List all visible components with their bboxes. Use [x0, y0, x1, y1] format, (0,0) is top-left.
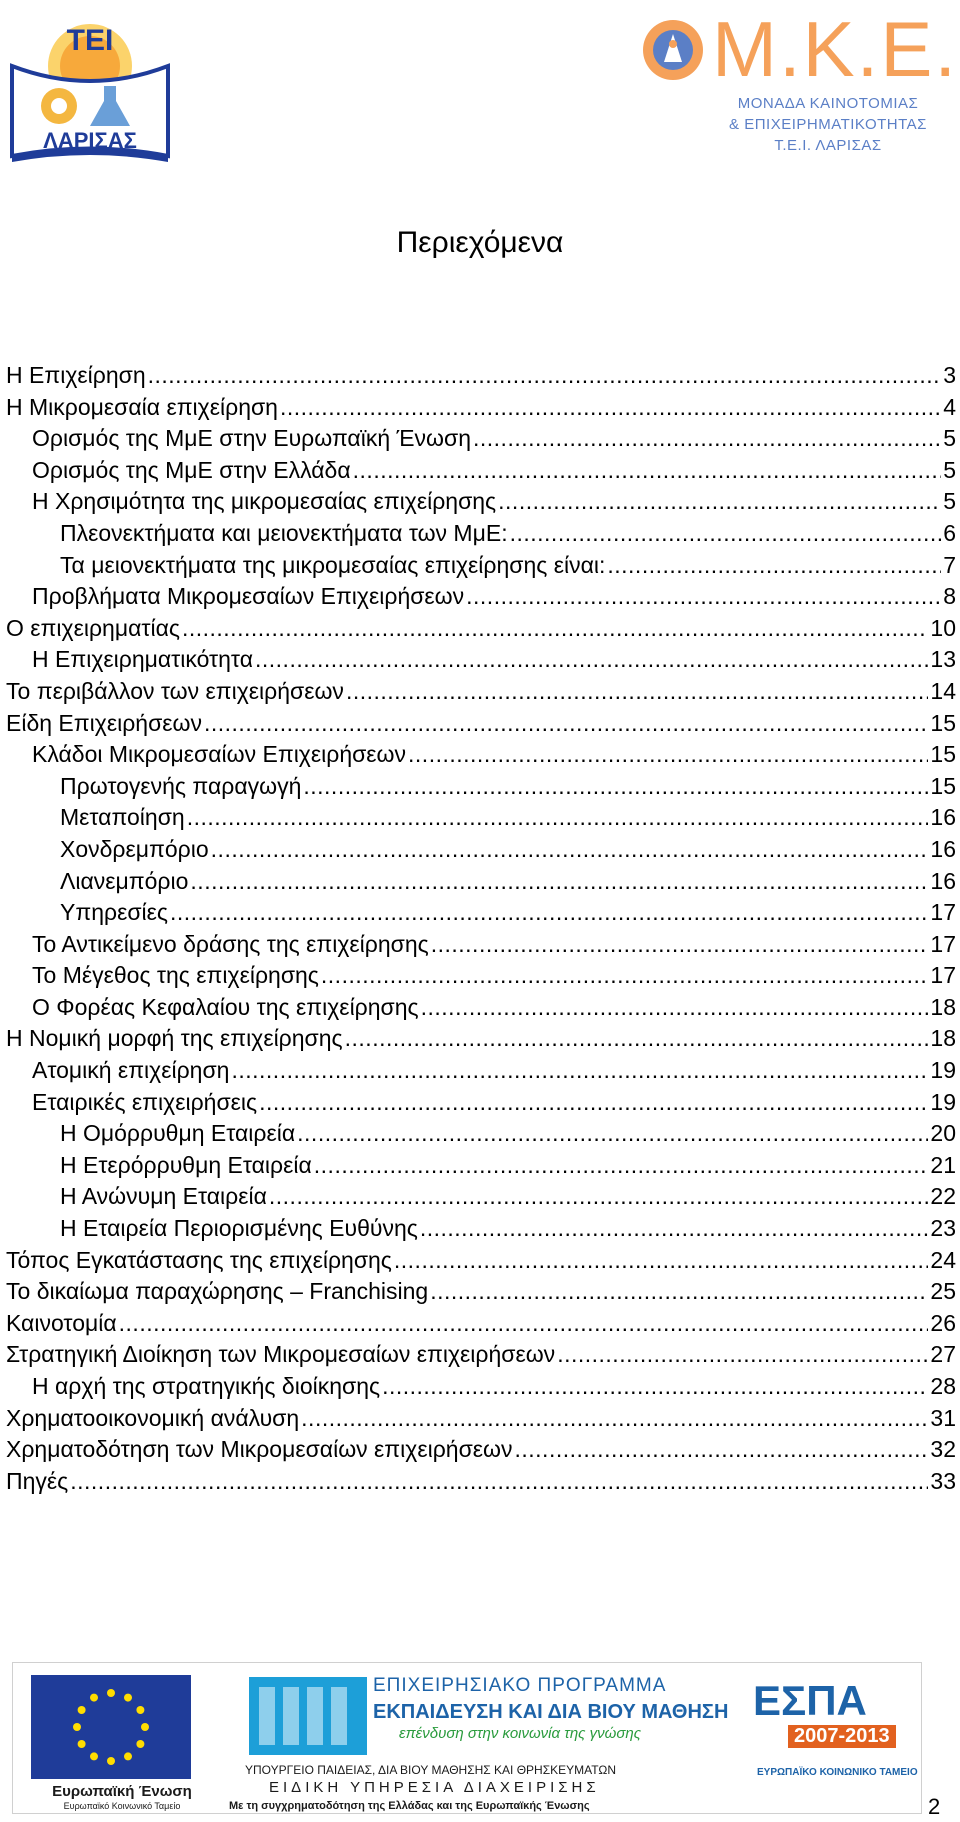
toc-entry[interactable]	[6, 644, 956, 676]
ministry-label: ΥΠΟΥΡΓΕΙΟ ΠΑΙΔΕΙΑΣ, ΔΙΑ ΒΙΟΥ ΜΑΘΗΣΗΣ ΚΑΙ ΘΡΗΣΚΕΥΜΑΤΩΝ	[245, 1763, 617, 1777]
toc-entry-title: Είδη Επιχειρήσεων	[6, 709, 202, 736]
toc-entry-page: 5	[943, 456, 956, 483]
toc-entry[interactable]	[6, 1055, 956, 1087]
toc-entry[interactable]	[6, 676, 956, 708]
toc-entry[interactable]	[6, 929, 956, 961]
toc-dot-leader	[421, 992, 929, 1024]
op-program-slogan: επένδυση στην κοινωνία της γνώσης	[399, 1725, 641, 1742]
toc-entry[interactable]	[6, 1339, 956, 1371]
toc-dot-leader	[382, 1371, 928, 1403]
toc-entry[interactable]	[6, 866, 956, 898]
toc-entry-title: Το περιβάλλον των επιχειρήσεων	[6, 677, 344, 704]
toc-dot-leader	[303, 771, 928, 803]
toc-entry-title: Η Ετερόρρυθμη Εταιρεία	[60, 1151, 312, 1178]
toc-entry-title: Λιανεμπόριο	[60, 867, 189, 894]
toc-dot-leader	[607, 550, 941, 582]
mke-subtitle-line-3: Τ.Ε.Ι. ΛΑΡΙΣΑΣ	[774, 137, 882, 154]
toc-dot-leader	[431, 929, 929, 961]
espa-title: ΕΣΠΑ	[753, 1677, 867, 1724]
eu-star	[136, 1706, 144, 1714]
managing-authority-label: ΕΙΔΙΚΗ ΥΠΗΡΕΣΙΑ ΔΙΑΧΕΙΡΙΣΗΣ	[269, 1779, 600, 1796]
toc-dot-leader	[346, 676, 928, 708]
toc-entry-title: Εταιρικές επιχειρήσεις	[32, 1088, 258, 1115]
eu-sub-label: Ευρωπαϊκό Κοινωνικό Ταμείο	[63, 1801, 181, 1811]
toc-entry-page: 16	[930, 804, 956, 831]
toc-entry-page: 18	[930, 993, 956, 1020]
espa-sub-label: ΕΥΡΩΠΑΪΚΟ ΚΟΙΝΩΝΙΚΟ ΤΑΜΕΙΟ	[757, 1767, 918, 1778]
eu-star	[78, 1706, 86, 1714]
toc-entry[interactable]	[6, 360, 956, 392]
toc-dot-leader	[353, 455, 942, 487]
toc-entry-title: Ο Φορέας Κεφαλαίου της επιχείρησης	[32, 993, 419, 1020]
toc-entry[interactable]	[6, 1181, 956, 1213]
tei-logo-text-bottom: ΛΑΡΙΣΑΣ	[43, 128, 137, 153]
tei-larisas-logo	[4, 6, 176, 164]
toc-entry[interactable]	[6, 802, 956, 834]
toc-entry-title: Η Μικρομεσαία επιχείρηση	[6, 393, 278, 420]
toc-entry-title: Χονδρεμπόριο	[60, 835, 209, 862]
toc-dot-leader	[231, 1055, 928, 1087]
page-title: Περιεχόμενα	[396, 226, 564, 260]
eu-star	[107, 1689, 115, 1697]
toc-entry[interactable]	[6, 550, 956, 582]
toc-dot-leader	[70, 1466, 928, 1498]
eu-flag	[31, 1675, 191, 1779]
eu-star	[90, 1694, 98, 1702]
toc-entry-page: 15	[930, 741, 956, 768]
toc-entry[interactable]	[6, 518, 956, 550]
toc-entry-title: Η Ανώνυμη Εταιρεία	[60, 1183, 267, 1210]
toc-entry-title: Τα μειονεκτήματα της μικρομεσαίας επιχείρησης είναι:	[60, 551, 606, 578]
toc-dot-leader	[280, 392, 941, 424]
toc-dot-leader	[297, 1118, 928, 1150]
toc-dot-leader	[473, 423, 941, 455]
toc-entry-page: 17	[930, 962, 956, 989]
toc-entry-page: 18	[930, 1025, 956, 1052]
toc-entry-page: 16	[930, 835, 956, 862]
toc-entry[interactable]	[6, 423, 956, 455]
toc-entry[interactable]	[6, 992, 956, 1024]
toc-dot-leader	[430, 1276, 928, 1308]
toc-entry-title: Η Εταιρεία Περιορισμένης Ευθύνης	[60, 1215, 418, 1242]
toc-entry[interactable]	[6, 1308, 956, 1340]
toc-dot-leader	[466, 581, 941, 613]
toc-entry[interactable]	[6, 771, 956, 803]
op-program-name: ΕΚΠΑΙΔΕΥΣΗ ΚΑΙ ΔΙΑ ΒΙΟΥ ΜΑΘΗΣΗ	[373, 1701, 729, 1723]
toc-entry-page: 5	[943, 488, 956, 515]
toc-entry-title: Τόπος Εγκατάστασης της επιχείρησης	[6, 1246, 392, 1273]
eu-star	[124, 1752, 132, 1760]
toc-entry-page: 6	[943, 519, 956, 546]
cofunding-label: Με τη συγχρηματοδότηση της Ελλάδας και της Ευρωπαϊκής Ένωσης	[229, 1800, 590, 1812]
toc-dot-leader	[498, 486, 941, 518]
toc-entry-page: 5	[943, 425, 956, 452]
toc-dot-leader	[119, 1308, 929, 1340]
toc-entry-title: Ατομική επιχείρηση	[32, 1057, 230, 1084]
toc-entry-title: Η Νομική μορφή της επιχείρησης	[6, 1025, 343, 1052]
toc-entry-title: Πηγές	[6, 1467, 69, 1494]
funding-banner	[12, 1662, 922, 1814]
toc-dot-leader	[557, 1339, 928, 1371]
toc-entry-page: 25	[930, 1278, 956, 1305]
eu-star	[141, 1723, 149, 1731]
toc-entry[interactable]	[6, 1245, 956, 1277]
toc-dot-leader	[255, 644, 928, 676]
toc-entry-title: Το δικαίωμα παραχώρησης – Franchising	[6, 1278, 429, 1305]
toc-entry-page: 8	[943, 583, 956, 610]
toc-entry-page: 7	[943, 551, 956, 578]
toc-entry[interactable]	[6, 1213, 956, 1245]
mke-name: Μ.Κ.Ε.	[712, 5, 959, 93]
tei-logo-graphic	[4, 6, 176, 164]
toc-dot-leader	[148, 360, 942, 392]
toc-entry-title: Χρηματοοικονομική ανάλυση	[6, 1404, 300, 1431]
op-emblem-icon	[249, 1677, 367, 1755]
toc-entry-page: 31	[930, 1404, 956, 1431]
toc-entry-title: Η αρχή της στρατηγικής διοίκησης	[32, 1373, 381, 1399]
toc-dot-leader	[301, 1403, 928, 1435]
toc-entry[interactable]	[6, 960, 956, 992]
toc-dot-leader	[170, 897, 928, 929]
toc-entry[interactable]	[6, 1150, 956, 1182]
toc-entry-title: Μεταποίηση	[60, 804, 185, 831]
toc-entry[interactable]	[6, 486, 956, 518]
toc-entry-title: Καινοτομία	[6, 1309, 117, 1336]
toc-entry-title: Χρηματοδότηση των Μικρομεσαίων επιχειρήσεων	[6, 1436, 513, 1463]
espa-years: 2007-2013	[788, 1725, 896, 1748]
toc-entry-title: Πλεονεκτήματα και μειονεκτήματα των ΜμΕ:	[60, 519, 508, 546]
toc-entry[interactable]	[6, 1466, 956, 1498]
toc-entry-title: Ο επιχειρηματίας	[6, 614, 180, 641]
toc-entry-page: 24	[930, 1246, 956, 1273]
toc-entry-page: 10	[930, 614, 956, 641]
mke-subtitle-line-1: ΜΟΝΑΔΑ ΚΑΙΝΟΤΟΜΙΑΣ	[737, 95, 919, 112]
toc-dot-leader	[259, 1087, 928, 1119]
eu-star	[124, 1694, 132, 1702]
toc-entry-page: 23	[930, 1215, 956, 1242]
toc-entry-page: 33	[930, 1467, 956, 1494]
page-number: 2	[928, 1794, 941, 1819]
toc-entry-page: 4	[943, 393, 956, 420]
toc-entry-title: Ορισμός της ΜμΕ στην Ελλάδα	[32, 456, 351, 483]
toc-dot-leader	[204, 708, 928, 740]
toc-entry[interactable]	[6, 581, 956, 613]
toc-entry[interactable]	[6, 1276, 956, 1308]
toc-entry[interactable]	[6, 1371, 956, 1403]
toc-entry-page: 15	[930, 709, 956, 736]
toc-entry-page: 28	[930, 1373, 956, 1399]
toc-entry-title: Η Επιχειρηματικότητα	[32, 646, 253, 673]
toc-entry-title: Ορισμός της ΜμΕ στην Ευρωπαϊκή Ένωση	[32, 425, 471, 452]
toc-entry-page: 3	[943, 362, 956, 388]
toc-dot-leader	[187, 802, 929, 834]
toc-entry-page: 17	[930, 930, 956, 957]
toc-dot-leader	[394, 1245, 929, 1277]
toc-entry-page: 22	[930, 1183, 956, 1210]
toc-entry-title: Το Μέγεθος της επιχείρησης	[32, 962, 319, 989]
toc-dot-leader	[345, 1023, 929, 1055]
toc-entry-page: 26	[930, 1309, 956, 1336]
op-program-label: ΕΠΙΧΕΙΡΗΣΙΑΚΟ ΠΡΟΓΡΑΜΜΑ	[373, 1675, 667, 1696]
toc-dot-leader	[182, 613, 928, 645]
toc-entry-page: 13	[930, 646, 956, 673]
mke-emblem-icon	[640, 14, 706, 86]
toc-entry-title: Προβλήματα Μικρομεσαίων Επιχειρήσεων	[32, 583, 465, 610]
eu-star	[78, 1740, 86, 1748]
toc-dot-leader	[314, 1150, 929, 1182]
table-of-contents	[6, 360, 956, 1497]
toc-entry-page: 14	[930, 677, 956, 704]
eu-star	[136, 1740, 144, 1748]
toc-entry-title: Υπηρεσίες	[60, 899, 168, 926]
toc-entry[interactable]	[6, 1403, 956, 1435]
toc-entry-title: Το Αντικείμενο δράσης της επιχείρησης	[32, 930, 429, 957]
toc-entry[interactable]	[6, 1023, 956, 1055]
toc-entry[interactable]	[6, 1118, 956, 1150]
toc-entry-title: Πρωτογενής παραγωγή	[60, 772, 302, 799]
toc-entry[interactable]	[6, 708, 956, 740]
toc-entry[interactable]	[6, 1087, 956, 1119]
toc-entry-page: 20	[930, 1120, 956, 1147]
toc-dot-leader	[408, 739, 928, 771]
eu-star	[107, 1757, 115, 1765]
toc-entry-title: Η Ομόρρυθμη Εταιρεία	[60, 1120, 296, 1147]
toc-entry-page: 15	[930, 772, 956, 799]
toc-entry-title: Στρατηγική Διοίκηση των Μικρομεσαίων επιχειρήσεων	[6, 1341, 556, 1368]
toc-entry[interactable]	[6, 613, 956, 645]
tei-logo-text-top: ΤΕΙ	[66, 24, 114, 57]
toc-entry-title: Η Χρησιμότητα της μικρομεσαίας επιχείρησης	[32, 488, 497, 515]
toc-entry[interactable]	[6, 1434, 956, 1466]
toc-entry-title: Η Επιχείρηση	[6, 362, 146, 388]
toc-dot-leader	[269, 1181, 929, 1213]
toc-entry-page: 19	[930, 1088, 956, 1115]
toc-entry[interactable]	[6, 739, 956, 771]
eu-label: Ευρωπαϊκή Ένωση	[52, 1783, 192, 1800]
toc-entry-page: 27	[930, 1341, 956, 1368]
toc-dot-leader	[211, 834, 929, 866]
toc-entry-page: 19	[930, 1057, 956, 1084]
toc-entry[interactable]	[6, 834, 956, 866]
eu-stars-icon	[31, 1675, 191, 1779]
toc-entry-title: Κλάδοι Μικρομεσαίων Επιχειρήσεων	[32, 741, 407, 768]
toc-dot-leader	[420, 1213, 929, 1245]
eu-star	[73, 1723, 81, 1731]
toc-dot-leader	[190, 866, 928, 898]
toc-entry-page: 21	[930, 1151, 956, 1178]
toc-entry[interactable]	[6, 392, 956, 424]
toc-entry[interactable]	[6, 897, 956, 929]
toc-entry-page: 16	[930, 867, 956, 894]
toc-dot-leader	[321, 960, 929, 992]
toc-dot-leader	[510, 518, 942, 550]
toc-entry[interactable]	[6, 455, 956, 487]
mke-subtitle-line-2: & ΕΠΙΧΕΙΡΗΜΑΤΙΚΟΤΗΤΑΣ	[729, 116, 927, 133]
toc-entry-page: 32	[930, 1436, 956, 1463]
toc-dot-leader	[515, 1434, 929, 1466]
toc-entry-page: 17	[930, 899, 956, 926]
eu-star	[90, 1752, 98, 1760]
